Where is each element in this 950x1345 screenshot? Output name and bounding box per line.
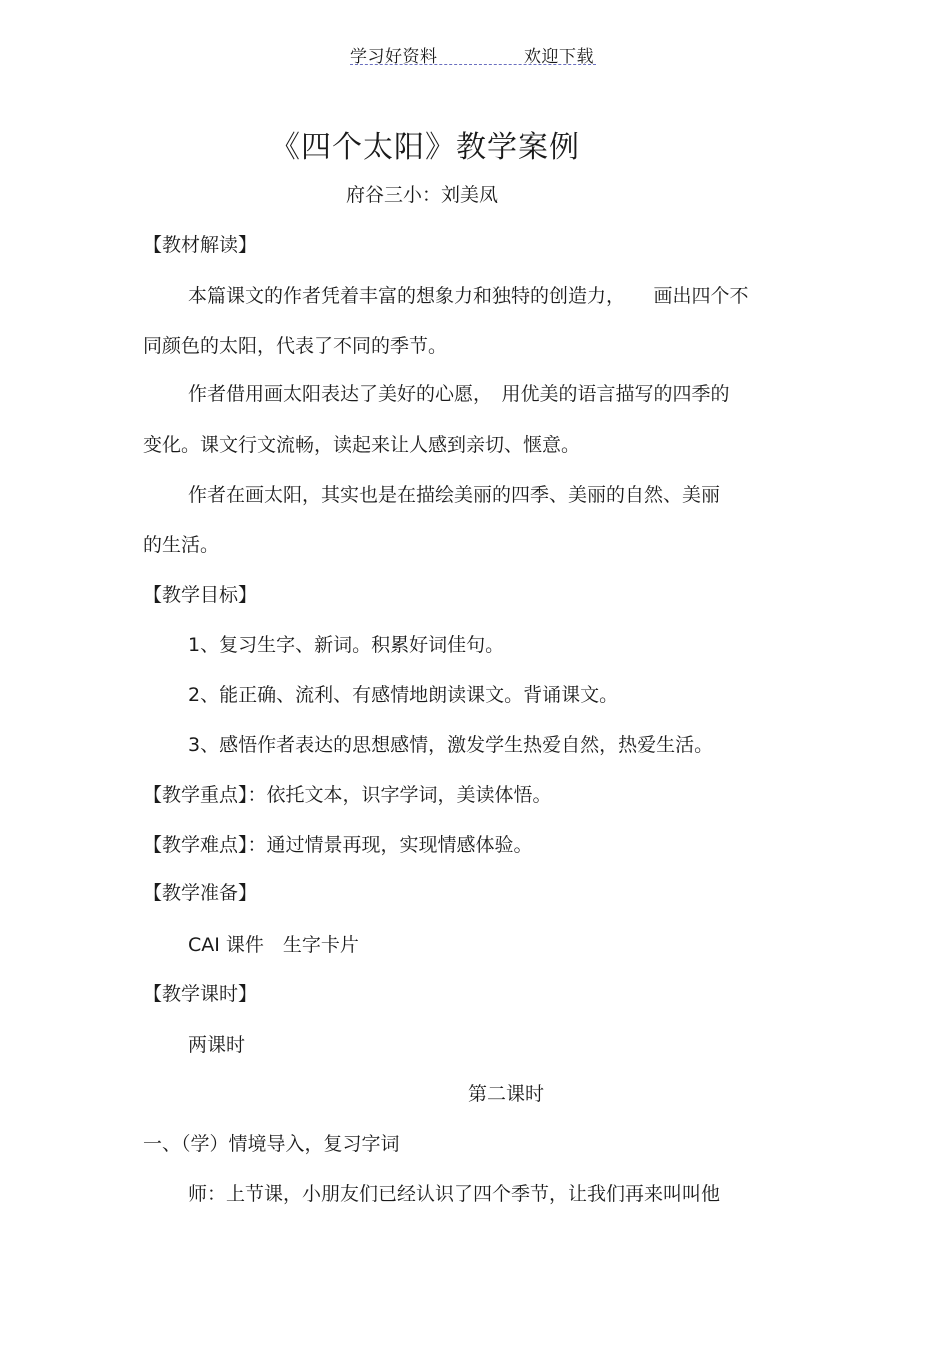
paragraph-line: 作者在画太阳，其实也是在描绘美丽的四季、美丽的自然、美丽 xyxy=(188,484,721,506)
lesson-heading: 第二课时 xyxy=(468,1083,545,1105)
paragraph-line: 作者借用画太阳表达了美好的心愿， 用优美的语言描写的四季的 xyxy=(188,383,730,405)
section-heading-preparation: 【教学准备】 xyxy=(143,882,258,904)
list-item: 1、复习生字、新词。积累好词佳句。 xyxy=(188,634,505,656)
list-item: 2、能正确、流利、有感情地朗读课文。背诵课文。 xyxy=(188,684,619,706)
list-item: 3、感悟作者表达的思想感情，激发学生热爱自然，热爱生活。 xyxy=(188,734,714,756)
header-left-text: 学习好资料 xyxy=(350,47,438,67)
section-heading-key-points: 【教学重点】：依托文本，识字学词，美读体悟。 xyxy=(143,784,552,806)
document-title: 《四个太阳》教学案例 xyxy=(270,130,580,165)
preparation-text: CAI 课件 生字卡片 xyxy=(188,934,359,956)
hours-text: 两课时 xyxy=(188,1034,246,1056)
paragraph-line: 本篇课文的作者凭着丰富的想象力和独特的创造力， 画出四个不 xyxy=(188,285,749,307)
paragraph-line: 变化。课文行文流畅，读起来让人感到亲切、惬意。 xyxy=(143,434,581,456)
paragraph-line: 的生活。 xyxy=(143,534,220,556)
paragraph-line: 师：上节课，小朋友们已经认识了四个季节，让我们再来叫叫他 xyxy=(188,1183,721,1205)
section-heading-difficulties: 【教学难点】：通过情景再现，实现情感体验。 xyxy=(143,834,533,856)
author-line: 府谷三小：刘美凤 xyxy=(346,184,499,206)
header-right-text: 欢迎下载 xyxy=(524,47,594,67)
page-header xyxy=(350,42,596,65)
step-heading: 一、（学）情境导入，复习字词 xyxy=(143,1133,400,1155)
section-heading-goals: 【教学目标】 xyxy=(143,584,258,606)
paragraph-line: 同颜色的太阳，代表了不同的季节。 xyxy=(143,335,448,357)
section-heading-material: 【教材解读】 xyxy=(143,234,258,256)
section-heading-hours: 【教学课时】 xyxy=(143,983,258,1005)
